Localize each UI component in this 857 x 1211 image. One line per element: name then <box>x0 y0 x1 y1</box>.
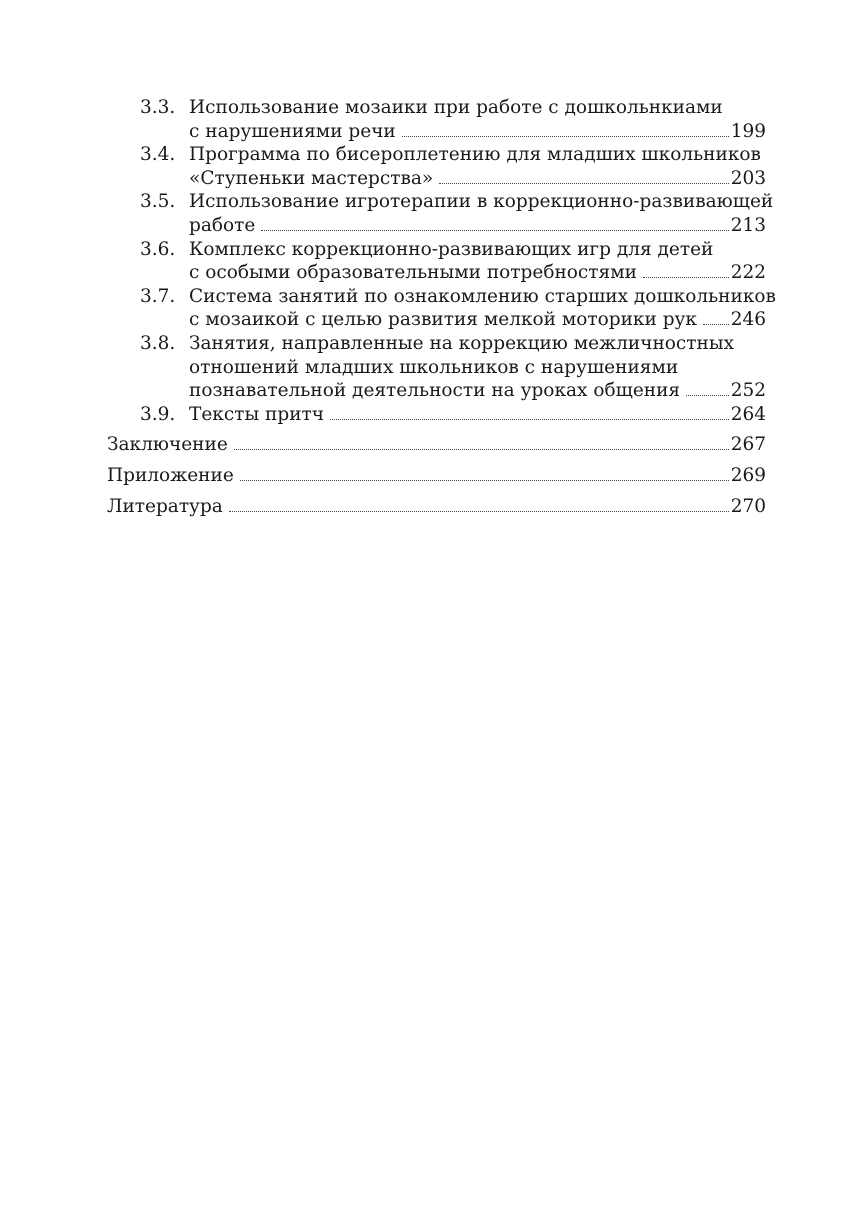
entry-title: Литература <box>107 495 223 517</box>
page-number: 269 <box>730 464 766 486</box>
entry-title: Заключение <box>107 434 228 456</box>
toc-entry-conclusion[interactable] <box>107 433 766 457</box>
section-number: 3.4. <box>140 144 176 166</box>
dot-leader <box>643 277 729 278</box>
page-number: 252 <box>730 380 766 402</box>
toc-entry-3-8[interactable] <box>107 332 766 403</box>
dot-leader <box>229 511 729 512</box>
section-number: 3.3. <box>140 97 176 118</box>
entry-title-line: «Ступеньки мастерства» <box>189 167 434 189</box>
dot-leader <box>261 230 728 231</box>
section-number: 3.9. <box>140 403 176 425</box>
toc-entry-3-9[interactable] <box>107 403 766 427</box>
section-number: 3.6. <box>140 238 176 260</box>
dot-leader <box>703 324 729 325</box>
dot-leader <box>330 419 729 420</box>
entry-title-line: Система занятий по ознакомлению старших дошкольников <box>189 285 776 307</box>
page-number: 264 <box>730 403 766 425</box>
toc-entry-3-5[interactable] <box>107 190 774 237</box>
toc-entry-3-3[interactable] <box>107 96 766 143</box>
table-of-contents <box>107 96 776 518</box>
section-number: 3.5. <box>140 191 176 213</box>
page-number: 267 <box>730 434 766 456</box>
dot-leader <box>439 183 728 184</box>
entry-title-line: Использование мозаики при работе с дошкольнкиами <box>189 97 723 118</box>
toc-entry-3-4[interactable] <box>107 143 766 190</box>
dot-leader <box>686 395 729 396</box>
entry-title-line: с мозаикой с целью развития мелкой моторики рук <box>189 309 697 331</box>
toc-entry-3-6[interactable] <box>107 238 766 285</box>
page-number: 199 <box>730 120 766 142</box>
entry-title-line: работе <box>189 214 256 236</box>
toc-entry-appendix[interactable] <box>107 464 766 488</box>
page-number: 246 <box>730 309 766 331</box>
dot-leader <box>402 136 729 137</box>
page-number: 270 <box>730 495 766 517</box>
dot-leader <box>240 480 729 481</box>
section-number: 3.8. <box>140 332 176 354</box>
page-number: 213 <box>730 214 766 236</box>
section-number: 3.7. <box>140 285 176 307</box>
page-number: 222 <box>730 262 766 284</box>
dot-leader <box>234 449 729 450</box>
toc-entry-references[interactable] <box>107 495 766 519</box>
page-number: 203 <box>730 167 766 189</box>
entry-title-line: Занятия, направленные на коррекцию межличностных <box>189 332 735 354</box>
entry-title-line: отношений младших школьников с нарушениями <box>189 356 679 378</box>
entry-title-line: познавательной деятельности на уроках общения <box>189 380 681 402</box>
entry-title: Приложение <box>107 464 234 486</box>
entry-title-line: с особыми образовательными потребностями <box>189 262 637 284</box>
entry-title-line: Использование игротерапии в коррекционно-развивающей <box>189 191 774 213</box>
entry-title-line: Тексты притч <box>189 403 325 425</box>
toc-entry-3-7[interactable] <box>107 285 776 332</box>
entry-title-line: Комплекс коррекционно-развивающих игр для детей <box>189 238 714 260</box>
entry-title-line: с нарушениями речи <box>189 120 396 142</box>
entry-title-line: Программа по бисероплетению для младших школьников <box>189 144 761 166</box>
